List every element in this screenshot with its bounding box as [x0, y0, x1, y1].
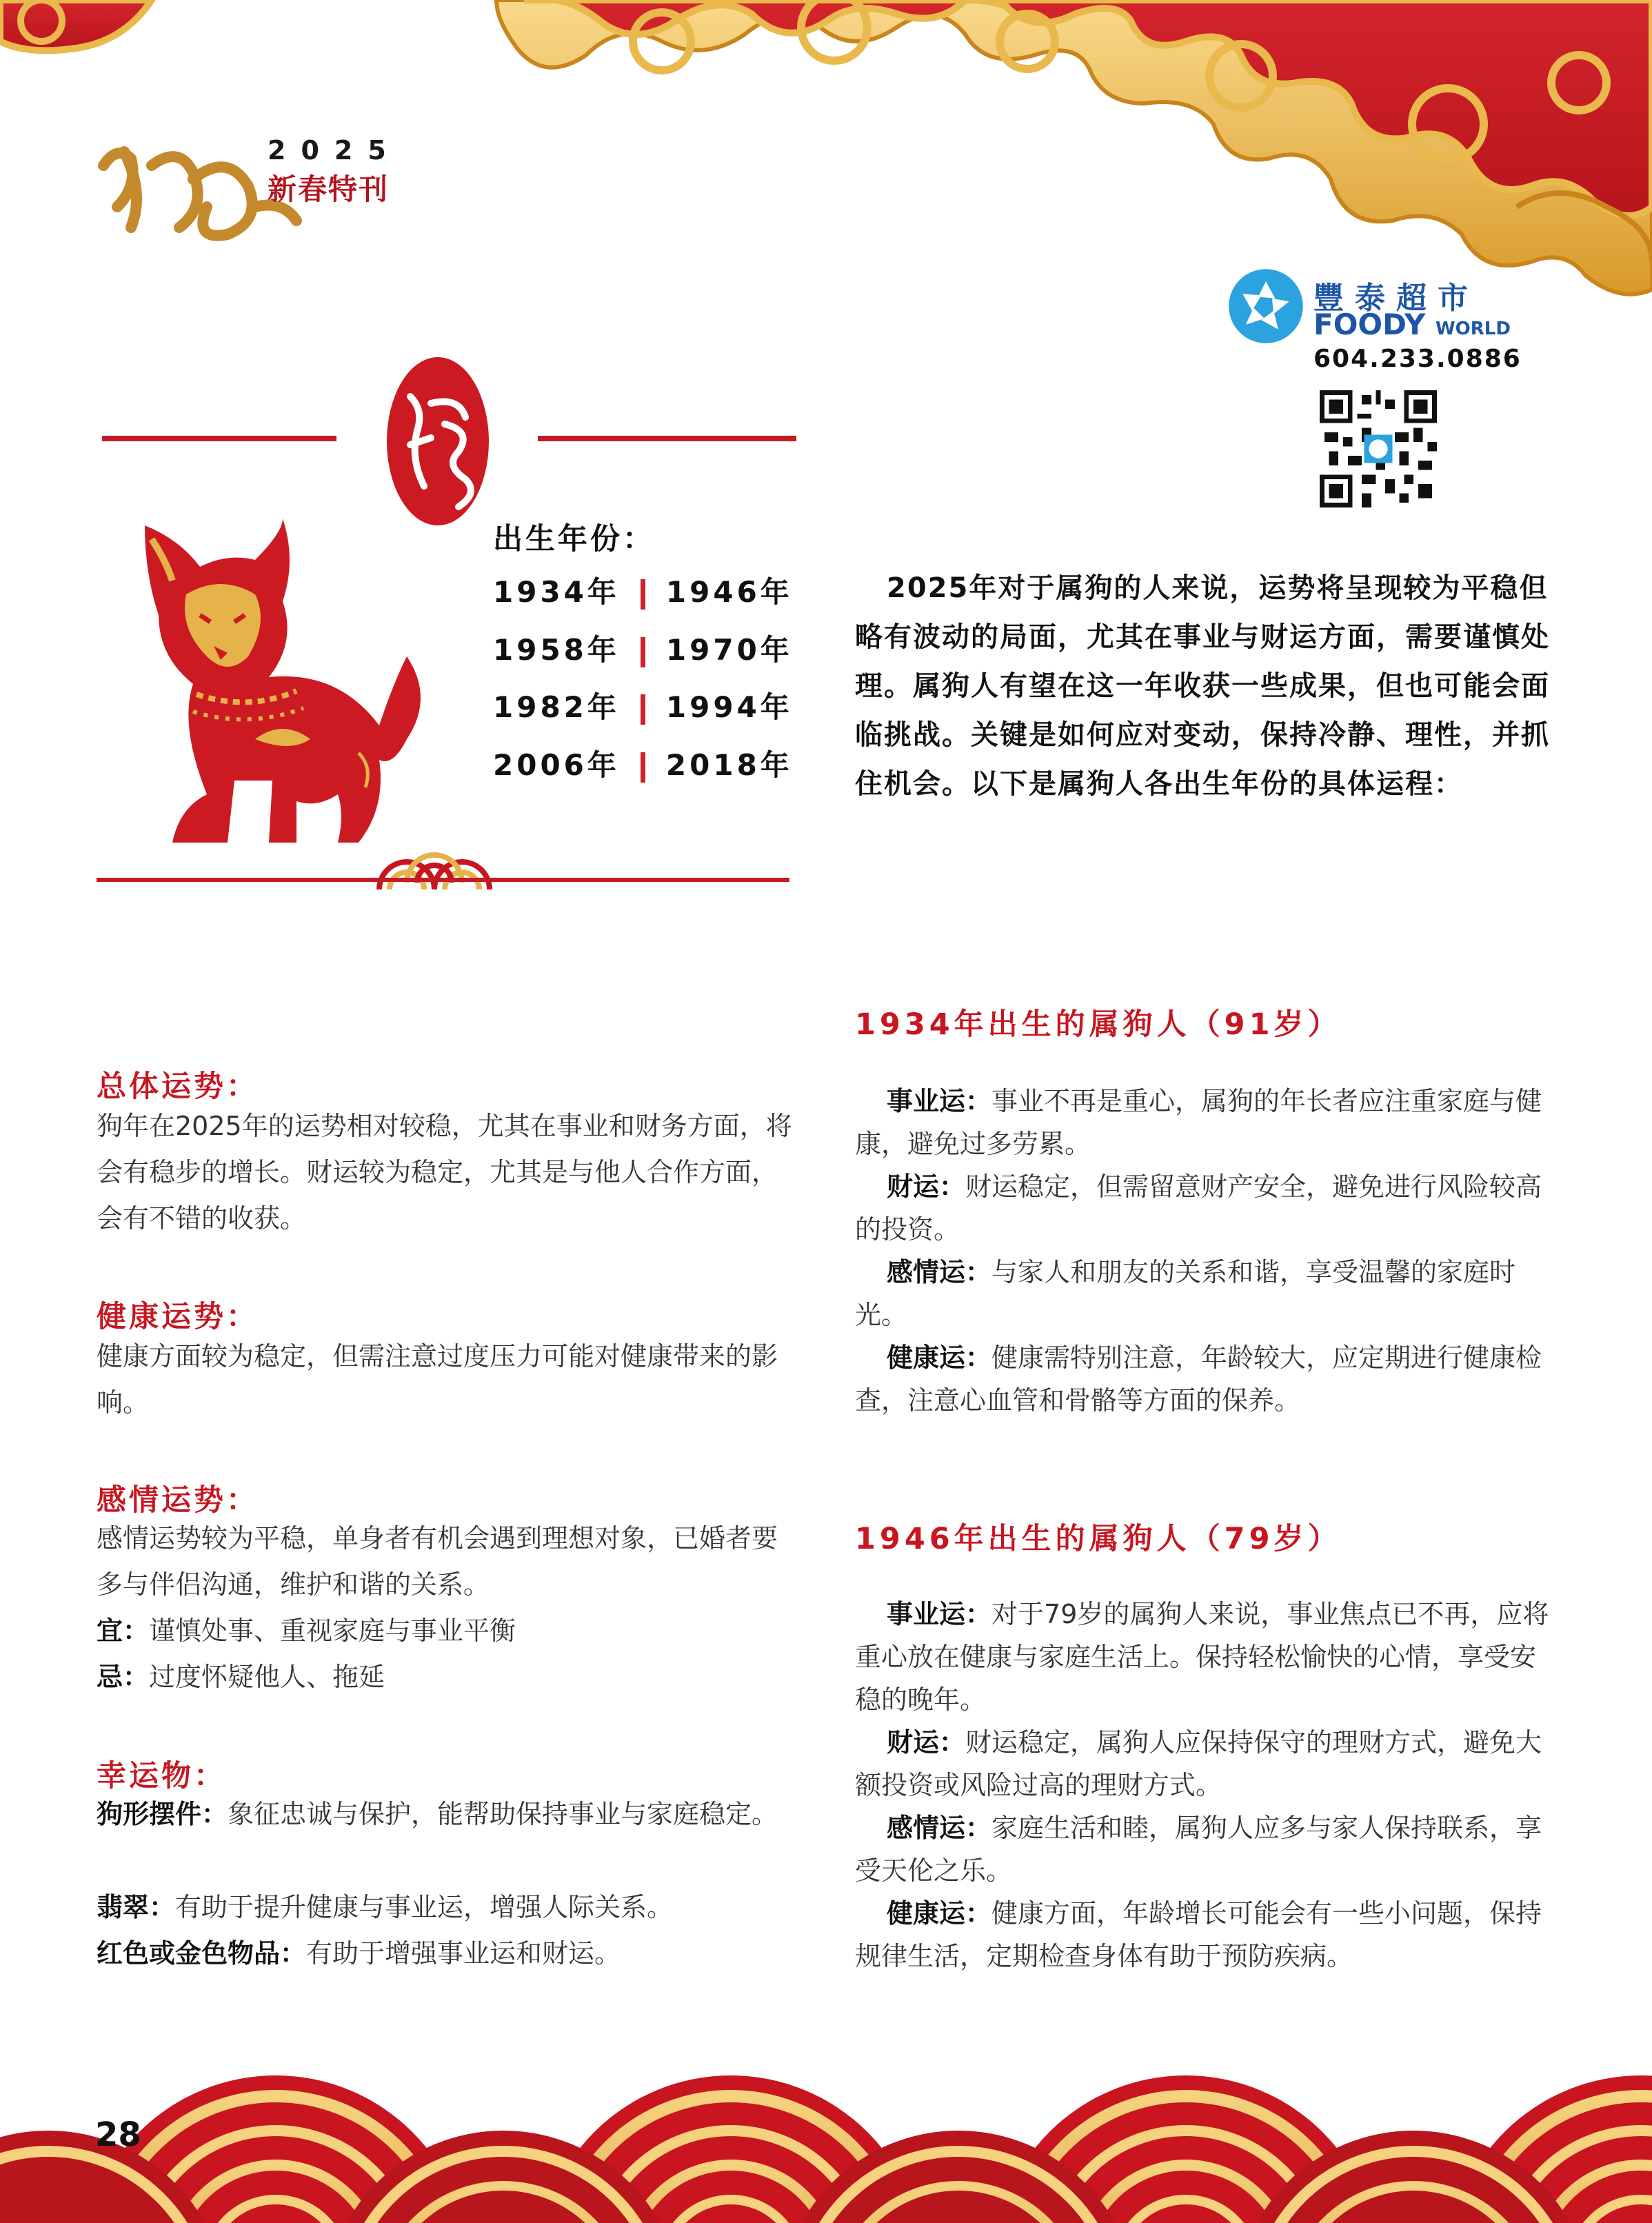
divider-left — [102, 436, 336, 441]
fortune-item: 财运：财运稳定，但需留意财产安全，避免进行风险较高的投资。 — [855, 1171, 1542, 1245]
lucky-items-title: 幸运物： — [97, 1759, 226, 1793]
lucky-item: 狗形摆件：象征忠诚与保护，能帮助保持事业与家庭稳定。 — [97, 1799, 778, 1829]
fortune-item: 财运：财运稳定，属狗人应保持保守的理财方式，避免大额投资或风险过高的理财方式。 — [855, 1727, 1542, 1800]
section-1934-body — [855, 1080, 1555, 1422]
love-fortune-title: 感情运势： — [97, 1483, 259, 1518]
store-name-en: FOODY WORLD — [1313, 308, 1511, 341]
fortune-item: 事业运：事业不再是重心，属狗的年长者应注重家庭与健康，避免过多劳累。 — [855, 1086, 1542, 1159]
year-row: 2006年 2018年 — [493, 748, 793, 782]
overall-fortune-text: 狗年在2025年的运势相对较稳，尤其在事业和财务方面，将会有稳步的增长。财运较为稳定，尤其是与他人合作方面，会有不错的收获。 — [97, 1111, 792, 1234]
qr-code-icon — [1320, 390, 1437, 507]
health-fortune-text: 健康方面较为稳定，但需注意过度压力可能对健康带来的影响。 — [97, 1341, 778, 1418]
lucky-item: 红色或金色物品：有助于增强事业运和财运。 — [97, 1938, 621, 1969]
love-fortune-text: 感情运势较为平稳，单身者有机会遇到理想对象，已婚者要多与伴侣沟通，维护和谐的关系。 — [97, 1523, 778, 1600]
year-row: 1934年 1946年 — [493, 575, 793, 609]
seal-char — [462, 441, 463, 442]
wave-ornament-icon — [376, 841, 493, 889]
health-fortune-title: 健康运势： — [97, 1300, 259, 1334]
fortune-item: 感情运：家庭生活和睦，属狗人应多与家人保持联系，享受天伦之乐。 — [855, 1813, 1542, 1886]
overall-fortune-title: 总体运势： — [97, 1069, 259, 1104]
love-ji: 忌：过度怀疑他人、拖延 — [97, 1662, 385, 1692]
dog-seal-stamp-icon — [383, 355, 493, 527]
love-yi: 宜：谨慎处事、重视家庭与事业平衡 — [97, 1616, 516, 1646]
fortune-item: 感情运：与家人和朋友的关系和谐，享受温馨的家庭时光。 — [855, 1257, 1516, 1330]
dog-papercut-icon — [131, 519, 427, 849]
year-row: 1958年 1970年 — [493, 633, 793, 667]
brand-subtitle: 新春特刊 — [268, 172, 390, 206]
fortune-item: 健康运：健康方面，年龄增长可能会有一些小问题，保持规律生活，定期检查身体有助于预防疾病。 — [855, 1898, 1542, 1971]
section-1946-title: 1946年出生的属狗人（79岁） — [855, 1522, 1342, 1556]
divider-right — [538, 436, 796, 441]
section-1934-title: 1934年出生的属狗人（91岁） — [855, 1007, 1342, 1042]
intro-paragraph: 2025年对于属狗的人来说，运势将呈现较为平稳但略有波动的局面，尤其在事业与财运方面，需要谨慎处理。属狗人有望在这一年收获一些成果，但也可能会面临挑战。关键是如何应对变动，保持冷静、理性，并抓住机会。以下是属狗人各出生年份的具体运程： — [855, 572, 1550, 800]
page-number: 28 — [95, 2115, 141, 2154]
fortune-item: 健康运：健康需特别注意，年龄较大，应定期进行健康检查，注意心血管和骨骼等方面的保养。 — [855, 1342, 1542, 1416]
year-row: 1982年 1994年 — [493, 690, 793, 724]
lucky-item: 翡翠：有助于提升健康与事业运，增强人际关系。 — [97, 1892, 674, 1922]
fortune-item: 事业运：对于79岁的属狗人来说，事业焦点已不再，应将重心放在健康与家庭生活上。保持轻松愉快的心情，享受安稳的晚年。 — [855, 1599, 1549, 1715]
divider-bottom — [97, 878, 789, 882]
store-phone: 604.233.0886 — [1313, 345, 1522, 373]
brand-year: 2025 — [268, 135, 401, 165]
birth-years-label: 出生年份： — [493, 522, 655, 556]
store-name-cn: 豐泰超市 — [1313, 281, 1479, 316]
section-1946-body — [855, 1593, 1555, 1978]
aperture-logo-icon — [1227, 268, 1305, 345]
wave-pattern-bottom — [0, 2062, 1652, 2223]
